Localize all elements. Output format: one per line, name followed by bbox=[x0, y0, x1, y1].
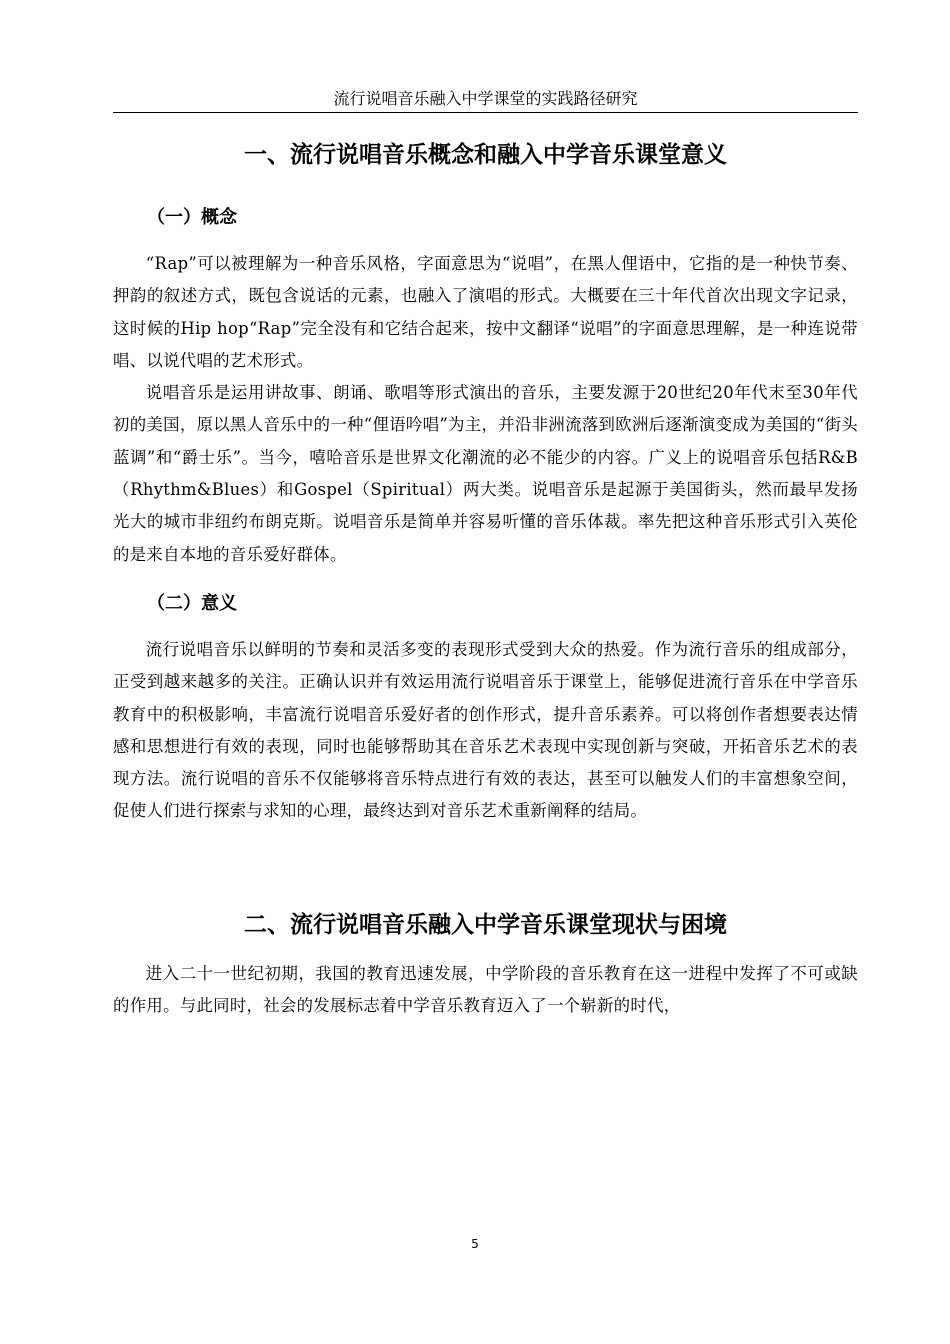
paragraph: 进入二十一世纪初期，我国的教育迅速发展，中学阶段的音乐教育在这一进程中发挥了不可或缺的作用。与此同时，社会的发展标志着中学音乐教育迈入了一个崭新的时代， bbox=[113, 963, 858, 1016]
chapter-1-title: 一、流行说唱音乐概念和融入中学音乐课堂意义 bbox=[244, 142, 727, 168]
page-number: 5 bbox=[471, 1237, 479, 1251]
page-content bbox=[113, 140, 858, 1022]
chapter-2-body bbox=[113, 958, 858, 1023]
section-significance-title: （二）意义 bbox=[147, 592, 237, 614]
section-concept-body bbox=[113, 248, 858, 571]
section-concept-title: （一）概念 bbox=[147, 207, 237, 228]
paragraph: 说唱音乐是运用讲故事、朗诵、歌唱等形式演出的音乐，主要发源于20世纪20年代末至30年代初的美国，原以黑人音乐中的一种“俚语吟唱”为主，并沿非洲流落到欧洲后逐渐演变成为美国的“街头蓝调”和“爵士乐”。当今，嘻哈音乐是世界文化潮流的必不能少的内容。广义上的说唱音乐包括R&B（Rhythm&Blues）和Gospel（Spiritual）两大类。说唱音乐是起源于美国街头，然而最早发扬光大的城市非纽约布朗克斯。说唱音乐是简单并容易听懂的音乐体裁。率先把这种音乐形式引入英伦的是来自本地的音乐爱好群体。 bbox=[113, 383, 858, 564]
chapter-2-title: 二、流行说唱音乐融入中学音乐课堂现状与困境 bbox=[244, 911, 727, 938]
running-header: 流行说唱音乐融入中学课堂的实践路径研究 bbox=[113, 86, 858, 113]
paragraph: “Rap”可以被理解为一种音乐风格，字面意思为“说唱”，在黑人俚语中，它指的是一种快节奏、押韵的叙述方式，既包含说话的元素，也融入了演唱的形式。大概要在三十年代首次出现文字记录，这时候的Hip hop“Rap”完全没有和它结合起来，按中文翻译“说唱”的字面意思理解，是一种连说带唱、以说代唱的艺术形式。 bbox=[113, 254, 858, 370]
section-significance-body bbox=[113, 634, 858, 828]
paragraph: 流行说唱音乐以鲜明的节奏和灵活多变的表现形式受到大众的热爱。作为流行音乐的组成部分，正受到越来越多的关注。正确认识并有效运用流行说唱音乐于课堂上，能够促进流行音乐在中学音乐教育中的积极影响，丰富流行说唱音乐爱好者的创作形式，提升音乐素养。可以将创作者想要表达情感和思想进行有效的表现，同时也能够帮助其在音乐艺术表现中实现创新与突破，开拓音乐艺术的表现方法。流行说唱的音乐不仅能够将音乐特点进行有效的表达，甚至可以触发人们的丰富想象空间，促使人们进行探索与求知的心理，最终达到对音乐艺术重新阐释的结局。 bbox=[113, 639, 858, 821]
